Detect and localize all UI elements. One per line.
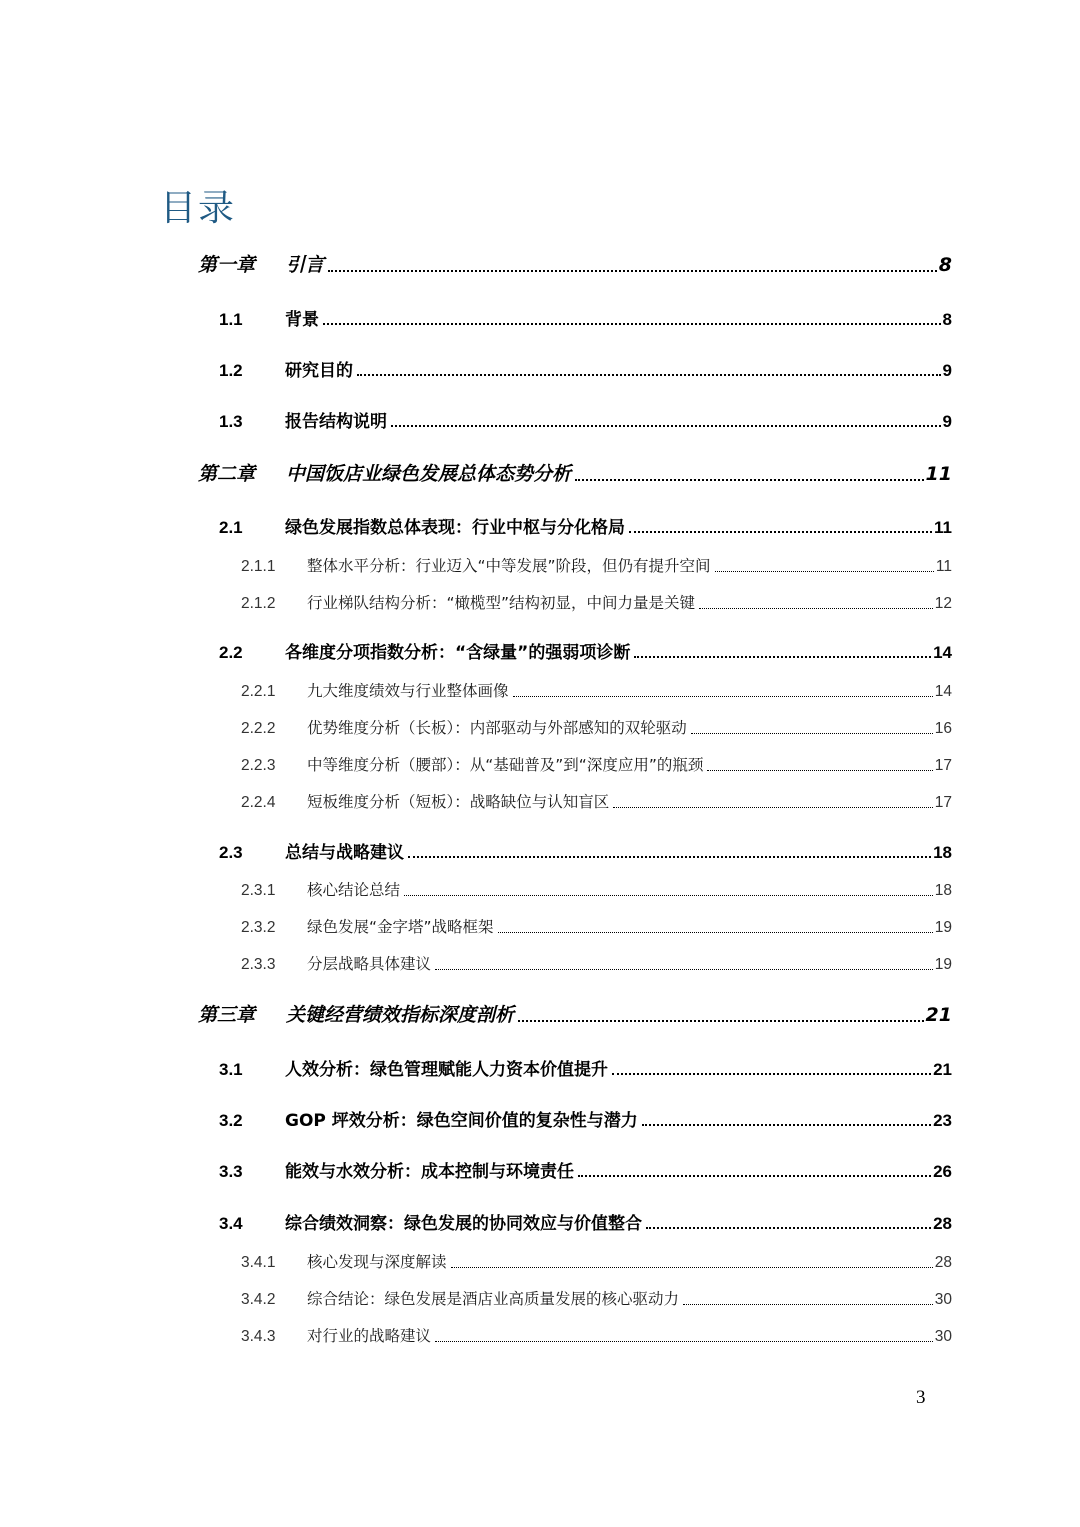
- toc-entry-subsection-2-2-4[interactable]: [241, 790, 952, 812]
- dot-leader: [613, 790, 932, 812]
- toc-entry-page: 30: [934, 1328, 952, 1345]
- dot-leader: [629, 513, 932, 538]
- dot-leader: [408, 838, 931, 863]
- toc-entry-page: 30: [934, 1291, 952, 1308]
- toc-entry-page: 28: [934, 1254, 952, 1271]
- toc-entry-number: 3.4.1: [241, 1254, 276, 1271]
- dot-leader: [451, 1250, 933, 1272]
- toc-entry-page: 11: [925, 463, 952, 485]
- toc-entry-page: 18: [933, 843, 952, 862]
- toc-entry-chapter-3[interactable]: [198, 1000, 952, 1027]
- dot-leader: [707, 753, 932, 775]
- toc-entry-title: 优势维度分析（长板）：内部驱动与外部感知的双轮驱动: [307, 719, 687, 737]
- dot-leader: [691, 716, 933, 738]
- toc-entry-section-2-2[interactable]: [219, 638, 952, 663]
- toc-entry-page: 8: [938, 254, 952, 276]
- toc-entry-number: 第一章: [198, 254, 256, 276]
- dot-leader: [578, 1157, 931, 1182]
- toc-entry-number: 3.4.3: [241, 1328, 276, 1345]
- dot-leader: [404, 878, 933, 900]
- toc-entry-title: 绿色发展指数总体表现：行业中枢与分化格局: [285, 518, 625, 538]
- dot-leader: [715, 554, 934, 576]
- toc-entry-number: 2.2.4: [241, 794, 276, 811]
- toc-entry-title: GOP 坪效分析：绿色空间价值的复杂性与潜力: [285, 1111, 638, 1131]
- toc-entry-number: 2.1.2: [241, 595, 276, 612]
- toc-entry-section-2-1[interactable]: [219, 513, 952, 538]
- toc-entry-number: 2.3.2: [241, 919, 276, 936]
- toc-entry-number: 2.3.3: [241, 956, 276, 973]
- toc-entry-page: 19: [934, 956, 952, 973]
- toc-entry-title: 核心结论总结: [307, 881, 401, 899]
- toc-entry-title: 绿色发展“金字塔”战略框架: [307, 918, 494, 936]
- toc-entry-number: 2.2.1: [241, 683, 276, 700]
- toc-entry-number: 2.2.3: [241, 757, 276, 774]
- toc-entry-page: 21: [933, 1060, 952, 1079]
- toc-entry-page: 28: [933, 1214, 952, 1233]
- toc-entry-number: 2.3.1: [241, 882, 276, 899]
- toc-entry-page: 11: [934, 518, 952, 537]
- toc-entry-subsection-2-2-1[interactable]: [241, 679, 952, 701]
- toc-entry-title: 综合结论：绿色发展是酒店业高质量发展的核心驱动力: [307, 1290, 680, 1308]
- toc-entry-page: 23: [933, 1111, 952, 1130]
- dot-leader: [435, 952, 933, 974]
- toc-entry-section-1-3[interactable]: [219, 407, 952, 432]
- toc-entry-title: 背景: [285, 310, 319, 330]
- toc-entry-title: 中国饭店业绿色发展总体态势分析: [286, 463, 572, 485]
- toc-entry-section-3-1[interactable]: [219, 1055, 952, 1080]
- toc-entry-number: 3.2: [219, 1111, 243, 1130]
- toc-entry-number: 2.2: [219, 643, 243, 662]
- toc-entry-page: 19: [934, 919, 952, 936]
- toc-entry-title: 研究目的: [285, 361, 353, 381]
- toc-entry-section-1-2[interactable]: [219, 356, 952, 381]
- toc-entry-title: 综合绩效洞察：绿色发展的协同效应与价值整合: [285, 1214, 642, 1234]
- toc-entry-page: 9: [942, 361, 952, 380]
- toc-entry-page: 14: [933, 643, 952, 662]
- toc-entry-number: 3.4: [219, 1214, 243, 1233]
- toc-entry-section-3-3[interactable]: [219, 1157, 952, 1182]
- dot-leader: [323, 305, 941, 330]
- toc-entry-number: 1.2: [219, 361, 243, 380]
- toc-entry-number: 3.3: [219, 1162, 243, 1181]
- toc-entry-title: 总结与战略建议: [285, 843, 404, 863]
- toc-entry-number: 3.4.2: [241, 1291, 276, 1308]
- dot-leader: [391, 407, 941, 432]
- toc-entry-number: 2.1: [219, 518, 243, 537]
- dot-leader: [575, 459, 924, 486]
- toc-entry-title: 中等维度分析（腰部）：从“基础普及”到“深度应用”的瓶颈: [307, 756, 704, 774]
- toc-entry-chapter-2[interactable]: [198, 459, 952, 486]
- toc-entry-section-3-2[interactable]: [219, 1106, 952, 1131]
- toc-entry-chapter-1[interactable]: [198, 250, 952, 277]
- dot-leader: [646, 1209, 931, 1234]
- dot-leader: [498, 915, 933, 937]
- toc-entry-number: 1.1: [219, 310, 243, 329]
- toc-entry-subsection-2-3-1[interactable]: [241, 878, 952, 900]
- toc-entry-title: 九大维度绩效与行业整体画像: [307, 682, 509, 700]
- toc-entry-page: 17: [934, 794, 952, 811]
- toc-entry-subsection-2-1-2[interactable]: [241, 591, 952, 613]
- dot-leader: [357, 356, 941, 381]
- toc-entry-number: 3.1: [219, 1060, 243, 1079]
- toc-entry-title: 报告结构说明: [285, 412, 387, 432]
- toc-entry-title: 人效分析：绿色管理赋能人力资本价值提升: [285, 1060, 608, 1080]
- toc-entry-title: 核心发现与深度解读: [307, 1253, 447, 1271]
- toc-entry-subsection-2-3-3[interactable]: [241, 952, 952, 974]
- toc-entry-section-3-4[interactable]: [219, 1209, 952, 1234]
- toc-entry-subsection-2-3-2[interactable]: [241, 915, 952, 937]
- toc-entry-number: 第三章: [198, 1004, 256, 1026]
- toc-entry-title: 对行业的战略建议: [307, 1327, 432, 1345]
- toc-entry-number: 2.3: [219, 843, 243, 862]
- toc-entry-title: 分层战略具体建议: [307, 955, 432, 973]
- dot-leader: [518, 1000, 924, 1027]
- toc-entry-page: 8: [942, 310, 952, 329]
- dot-leader: [642, 1106, 931, 1131]
- page-number: 3: [916, 1387, 926, 1408]
- toc-entry-page: 14: [934, 683, 952, 700]
- toc-entry-title: 关键经营绩效指标深度剖析: [286, 1004, 515, 1026]
- dot-leader: [328, 250, 937, 277]
- toc-entry-page: 21: [925, 1004, 952, 1026]
- toc-entry-title: 能效与水效分析：成本控制与环境责任: [285, 1162, 574, 1182]
- toc-entry-page: 18: [934, 882, 952, 899]
- toc-entry-subsection-2-2-3[interactable]: [241, 753, 952, 775]
- toc-entry-number: 2.2.2: [241, 720, 276, 737]
- toc-entry-page: 17: [934, 757, 952, 774]
- toc-entry-number: 2.1.1: [241, 558, 276, 575]
- toc-entry-subsection-3-4-2[interactable]: [241, 1287, 952, 1309]
- toc-entry-title: 短板维度分析（短板）：战略缺位与认知盲区: [307, 793, 610, 811]
- toc-entry-title: 行业梯队结构分析：“橄榄型”结构初显，中间力量是关键: [307, 594, 696, 612]
- toc-entry-page: 12: [934, 595, 952, 612]
- toc-entry-section-2-3[interactable]: [219, 838, 952, 863]
- toc-entry-subsection-3-4-1[interactable]: [241, 1250, 952, 1272]
- toc-entry-subsection-2-1-1[interactable]: [241, 554, 952, 576]
- toc-entry-number: 1.3: [219, 412, 243, 431]
- dot-leader: [612, 1055, 931, 1080]
- toc-entry-page: 26: [933, 1162, 952, 1181]
- toc-entry-page: 11: [935, 558, 952, 575]
- toc-entry-number: 第二章: [198, 463, 256, 485]
- toc-title: 目录: [160, 188, 237, 229]
- dot-leader: [683, 1287, 933, 1309]
- toc-entry-title: 各维度分项指数分析：“含绿量”的强弱项诊断: [285, 643, 631, 663]
- toc-entry-title: 整体水平分析：行业迈入“中等发展”阶段，但仍有提升空间: [307, 557, 711, 575]
- toc-entry-title: 引言: [286, 254, 325, 276]
- toc-entry-page: 16: [934, 720, 952, 737]
- dot-leader: [435, 1324, 933, 1346]
- toc-entry-subsection-2-2-2[interactable]: [241, 716, 952, 738]
- dot-leader: [513, 679, 933, 701]
- dot-leader: [634, 638, 931, 663]
- toc-entry-page: 9: [942, 412, 952, 431]
- toc-entry-subsection-3-4-3[interactable]: [241, 1324, 952, 1346]
- toc-entry-section-1-1[interactable]: [219, 305, 952, 330]
- dot-leader: [699, 591, 933, 613]
